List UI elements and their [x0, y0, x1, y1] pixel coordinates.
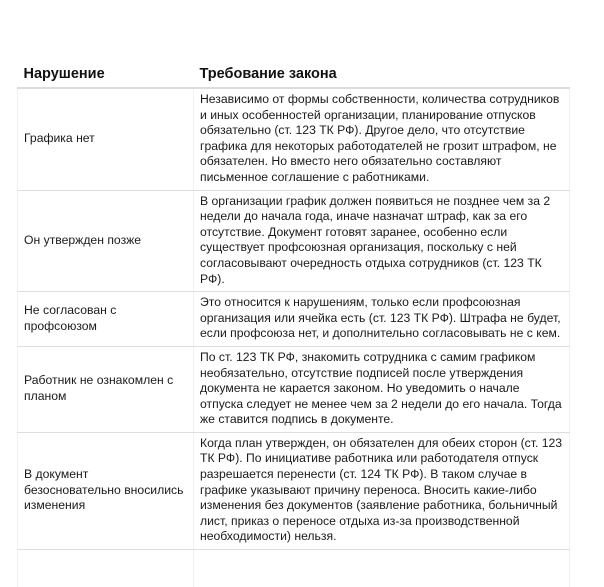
- requirement-cell: В организации график должен появиться не позднее чем за 2 недели до начала года, иначе назначат штраф, как за его отсутствие. Документ готовят заранее, особенно если существует профсоюзная организация, поскольку с ней согласовывают очередность отдыха сотрудников (ст. 123 ТК РФ).: [194, 190, 570, 292]
- violation-cell-empty: [18, 550, 194, 587]
- header-violation: Нарушение: [18, 60, 194, 88]
- header-requirement: Требование закона: [194, 60, 570, 88]
- table-row: [18, 292, 570, 347]
- table-row: [18, 432, 570, 549]
- table-row-empty: [18, 550, 570, 587]
- requirement-cell: Когда план утвержден, он обязателен для обеих сторон (ст. 123 ТК РФ). По инициативе работника или работодателя отпуск разрешается перенести (ст. 124 ТК РФ). В таком случае в графике указывают причину переноса. Вносить какие-либо изменения без документов (заявление работника, больничный лист, приказ о переносе отдыха из-за производственной необходимости) нельзя.: [194, 432, 570, 549]
- violations-table: [17, 60, 570, 587]
- violation-cell: Он утвержден позже: [18, 190, 194, 292]
- requirement-cell: Это относится к нарушениям, только если профсоюзная организация или ячейка есть (ст. 123 ТК РФ). Штрафа не будет, если профсоюза нет, и дополнительно согласовывать не с кем.: [194, 292, 570, 347]
- requirement-cell: По ст. 123 ТК РФ, знакомить сотрудника с самим графиком необязательно, отсутствие подписей после утверждения документа не карается законом. Но уведомить о начале отпуска следует не менее чем за 2 недели до его начала. Тогда же ставится подпись в документе.: [194, 346, 570, 432]
- table-row: [18, 346, 570, 432]
- violation-cell: Графика нет: [18, 88, 194, 190]
- violation-cell: В документ безосновательно вносились изменения: [18, 432, 194, 549]
- violation-cell: Работник не ознакомлен с планом: [18, 346, 194, 432]
- requirement-cell-empty: [194, 550, 570, 587]
- requirement-cell: Независимо от формы собственности, количества сотрудников и иных особенностей организации, планирование отпусков обязательно (ст. 123 ТК РФ). Другое дело, что отсутствие графика для некоторых работодателей не грозит штрафом, не обязателен. Но вместо него обязательно составляют письменное соглашение с работниками.: [194, 88, 570, 190]
- table-row: [18, 88, 570, 190]
- table-body: [18, 88, 570, 587]
- header-row: [18, 60, 570, 88]
- table-header: [18, 60, 570, 88]
- table-row: [18, 190, 570, 292]
- violation-cell: Не согласован с профсоюзом: [18, 292, 194, 347]
